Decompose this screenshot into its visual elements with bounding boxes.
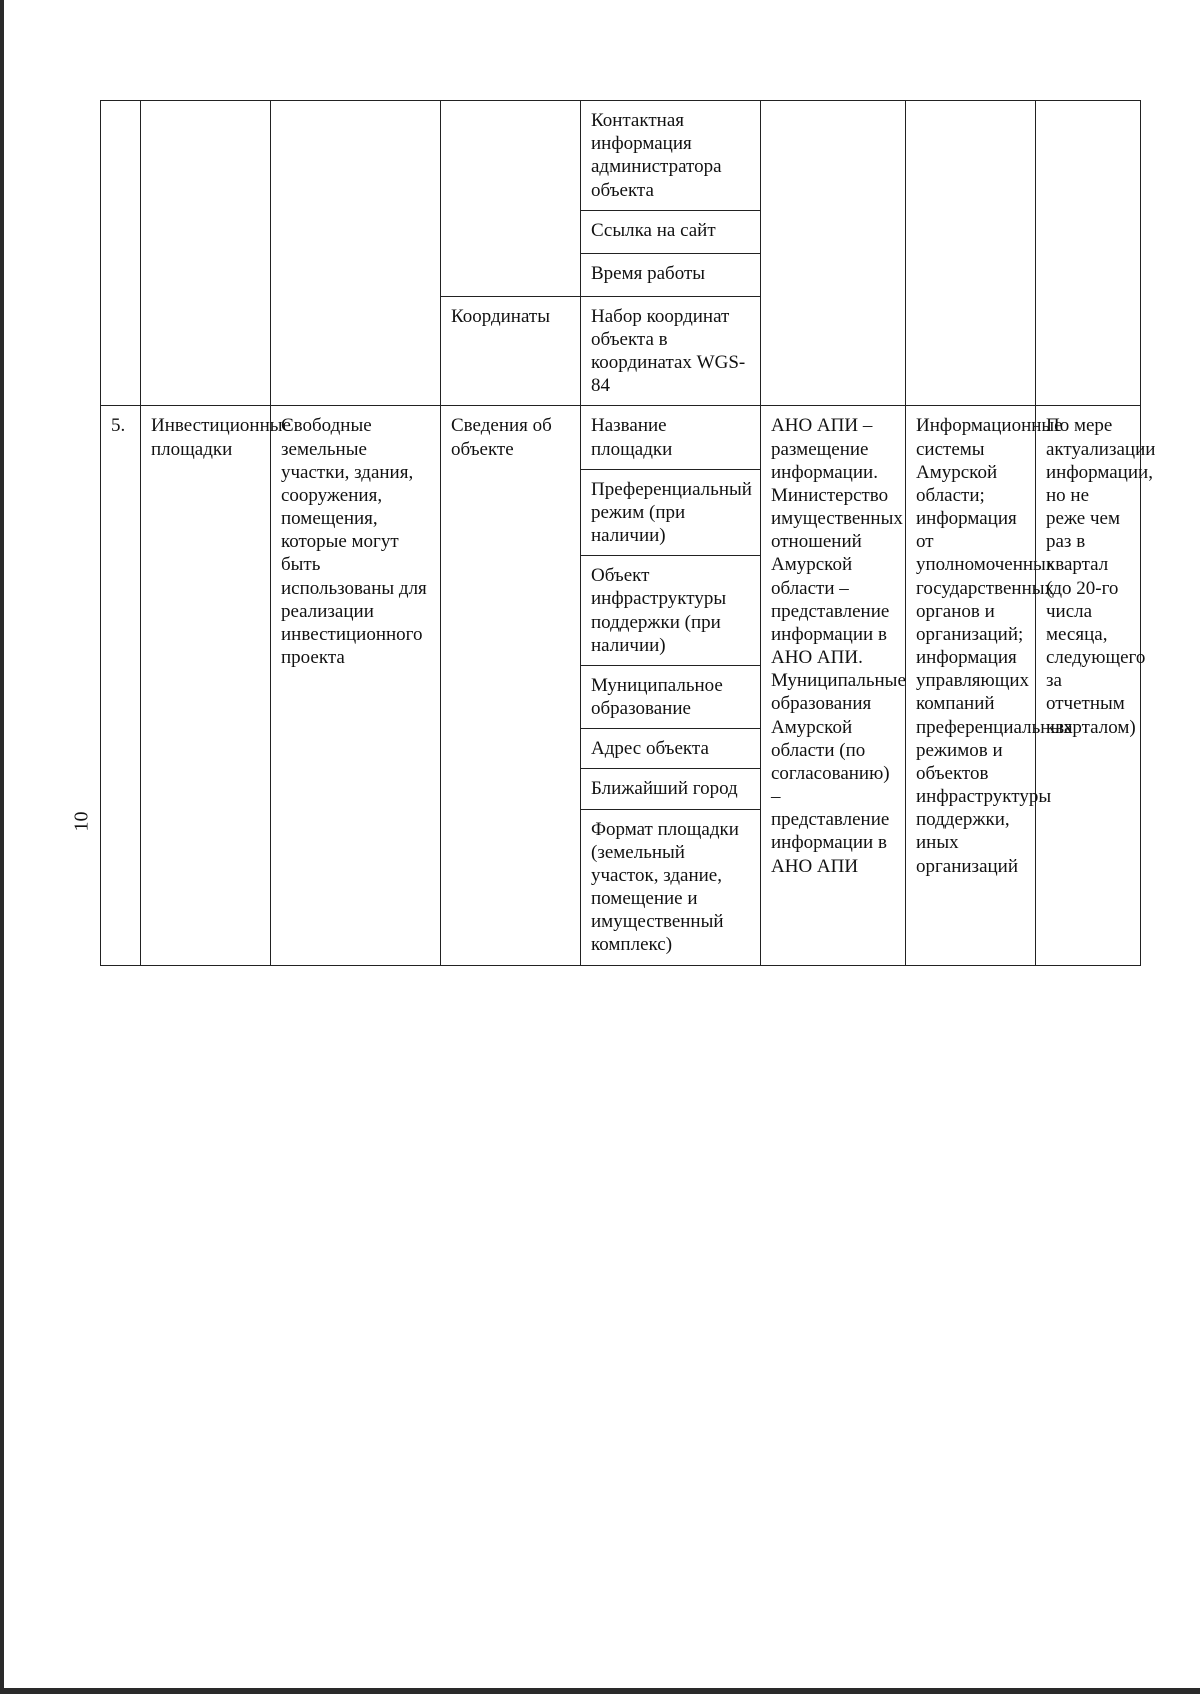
cell-data-sources: Информационные системы Амурской области; информация от уполномоченных государственных органов и организаций; информация управляющих компаний преференциальных режимов и объектов инфраструктуры поддержки, иных организаций (906, 406, 1036, 965)
cell-field: Муниципальное образование (581, 665, 761, 728)
cell-empty (141, 101, 271, 406)
cell-field: Преференциальный режим (при наличии) (581, 469, 761, 556)
table-row (101, 101, 1141, 211)
cell-section: Координаты (441, 296, 581, 406)
scan-border-left (0, 0, 4, 1694)
cell-row-number: 5. (101, 406, 141, 965)
cell-field: Название площадки (581, 406, 761, 469)
cell-field: Контактная информация администратора объекта (581, 101, 761, 211)
cell-field: Адрес объекта (581, 729, 761, 769)
cell-field: Ссылка на сайт (581, 210, 761, 253)
cell-field: Объект инфраструктуры поддержки (при наличии) (581, 556, 761, 666)
cell-empty (1036, 101, 1141, 406)
cell-section: Сведения об объекте (441, 406, 581, 965)
cell-field: Формат площадки (земельный участок, здание, помещение и имущественный комплекс) (581, 809, 761, 965)
info-table (100, 100, 1156, 966)
cell-description: Свободные земельные участки, здания, сооружения, помещения, которые могут быть использованы для реализации инвестиционного проекта (271, 406, 441, 965)
cell-empty (271, 101, 441, 406)
cell-responsible: АНО АПИ – размещение информации. Министерство имущественных отношений Амурской области – представление информации в АНО АПИ. Муниципальные образования Амурской области (по согласованию) – представление информации в АНО АПИ (761, 406, 906, 965)
table-row (101, 406, 1141, 469)
cell-field: Набор координат объекта в координатах WGS-84 (581, 296, 761, 406)
page-number: 10 (70, 811, 93, 832)
cell-periodicity: По мере актуализации информации, но не реже чем раз в квартал (до 20-го числа месяца, следующего за отчетным кварталом) (1036, 406, 1141, 965)
cell-type: Инвестиционные площадки (141, 406, 271, 965)
scan-border-bottom (0, 1688, 1200, 1694)
cell-empty (101, 101, 141, 406)
cell-empty (906, 101, 1036, 406)
cell-empty (761, 101, 906, 406)
cell-field: Ближайший город (581, 769, 761, 809)
info-table-wrapper (100, 100, 1156, 966)
cell-section (441, 101, 581, 297)
cell-field: Время работы (581, 253, 761, 296)
